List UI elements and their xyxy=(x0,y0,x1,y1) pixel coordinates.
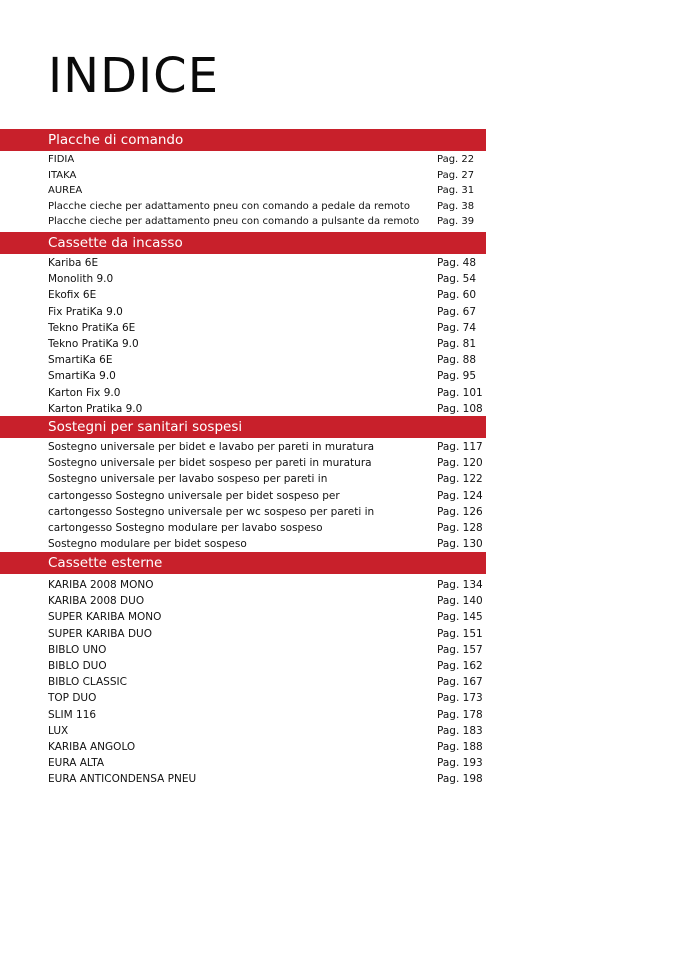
entry-name: EURA ALTA xyxy=(48,757,105,770)
entry-name: Sostegno universale per lavabo sospeso per pareti in xyxy=(48,473,328,486)
entry-page: Pag. 130 xyxy=(437,538,483,551)
entry-name: Karton Pratika 9.0 xyxy=(48,402,143,415)
index-entry xyxy=(0,455,486,471)
index-entry xyxy=(0,304,486,320)
entry-page: Pag. 140 xyxy=(437,595,483,608)
index-entry xyxy=(0,183,486,199)
entry-name: BIBLO DUO xyxy=(48,659,107,672)
entry-page: Pag. 101 xyxy=(437,386,483,399)
index-entry xyxy=(0,471,486,487)
entry-name: Sostegno universale per bidet sospeso per pareti in muratura xyxy=(48,457,372,470)
entry-page: Pag. 54 xyxy=(437,273,476,286)
entry-page: Pag. 188 xyxy=(437,740,483,753)
entry-name: cartongesso Sostegno modulare per lavabo sospeso xyxy=(48,521,323,534)
index-entry xyxy=(0,385,486,401)
entry-name: SUPER KARIBA MONO xyxy=(48,611,162,624)
entry-name: Placche cieche per adattamento pneu con comando a pulsante da remoto xyxy=(48,216,420,227)
entry-page: Pag. 95 xyxy=(437,370,476,383)
entry-name: TOP DUO xyxy=(48,692,97,705)
entry-page: Pag. 60 xyxy=(437,289,476,302)
entry-name: Fix PratiKa 9.0 xyxy=(48,305,123,318)
index-entry xyxy=(0,642,486,658)
entry-name: BIBLO CLASSIC xyxy=(48,676,127,689)
section-cassette-esterne xyxy=(0,552,486,787)
entry-name: cartongesso Sostegno universale per wc sospeso per pareti in xyxy=(48,505,375,518)
entry-name: EURA ANTICONDENSA PNEU xyxy=(48,773,197,786)
entry-page: Pag. 122 xyxy=(437,473,483,486)
entry-page: Pag. 48 xyxy=(437,257,476,269)
index-entry xyxy=(0,658,486,674)
section-items xyxy=(0,438,486,552)
entry-page: Pag. 126 xyxy=(437,505,483,518)
section-items xyxy=(0,254,486,417)
index-entry xyxy=(0,401,486,417)
section-header: Sostegni per sanitari sospesi xyxy=(0,416,486,438)
entry-page: Pag. 157 xyxy=(437,643,483,656)
entry-page: Pag. 178 xyxy=(437,708,483,721)
entry-name: KARIBA 2008 MONO xyxy=(48,579,154,591)
index-entry xyxy=(0,504,486,520)
index-entry xyxy=(0,739,486,755)
entry-page: Pag. 74 xyxy=(437,321,476,334)
entry-name: Ekofix 6E xyxy=(48,289,97,302)
index-entry xyxy=(0,439,486,455)
index-entry xyxy=(0,336,486,352)
index-entry xyxy=(0,723,486,739)
page-title: INDICE xyxy=(48,48,220,104)
entry-page: Pag. 120 xyxy=(437,457,483,470)
section-items xyxy=(0,151,486,230)
entry-page: Pag. 193 xyxy=(437,757,483,770)
index-entry xyxy=(0,352,486,368)
entry-page: Pag. 88 xyxy=(437,354,476,367)
index-entry xyxy=(0,593,486,609)
index-entry xyxy=(0,287,486,303)
entry-page: Pag. 117 xyxy=(437,441,483,453)
entry-page: Pag. 22 xyxy=(437,154,475,165)
entry-page: Pag. 81 xyxy=(437,337,476,350)
entry-name: SUPER KARIBA DUO xyxy=(48,627,152,640)
index-entry xyxy=(0,368,486,384)
entry-name: BIBLO UNO xyxy=(48,643,107,656)
entry-name: SLIM 116 xyxy=(48,708,97,721)
entry-page: Pag. 145 xyxy=(437,611,483,624)
index-entry xyxy=(0,320,486,336)
index-entry xyxy=(0,536,486,552)
entry-page: Pag. 198 xyxy=(437,773,483,786)
entry-page: Pag. 151 xyxy=(437,627,483,640)
entry-page: Pag. 39 xyxy=(437,216,475,227)
entry-name: Monolith 9.0 xyxy=(48,273,114,286)
entry-name: KARIBA 2008 DUO xyxy=(48,595,145,608)
entry-name: SmartiKa 9.0 xyxy=(48,370,116,383)
entry-page: Pag. 162 xyxy=(437,659,483,672)
index-entry xyxy=(0,152,486,168)
entry-name: Placche cieche per adattamento pneu con comando a pedale da remoto xyxy=(48,200,410,212)
entry-page: Pag. 108 xyxy=(437,402,483,415)
entry-page: Pag. 167 xyxy=(437,676,483,689)
index-entry xyxy=(0,199,486,215)
entry-page: Pag. 134 xyxy=(437,579,483,591)
section-items xyxy=(0,574,486,787)
index-entry xyxy=(0,771,486,787)
index-entry xyxy=(0,255,486,271)
entry-name: AUREA xyxy=(48,185,83,196)
index-entry xyxy=(0,520,486,536)
entry-name: SmartiKa 6E xyxy=(48,354,113,367)
entry-name: Sostegno modulare per bidet sospeso xyxy=(48,538,247,551)
index-entry xyxy=(0,609,486,625)
index-entry xyxy=(0,488,486,504)
entry-page: Pag. 183 xyxy=(437,724,483,737)
entry-name: Sostegno universale per bidet e lavabo per pareti in muratura xyxy=(48,441,375,453)
entry-page: Pag. 173 xyxy=(437,692,483,705)
entry-page: Pag. 27 xyxy=(437,169,475,181)
section-cassette-da-incasso xyxy=(0,232,486,417)
index-entry xyxy=(0,674,486,690)
entry-name: Kariba 6E xyxy=(48,257,99,269)
index-entry xyxy=(0,214,486,230)
entry-page: Pag. 124 xyxy=(437,489,483,502)
index-entry xyxy=(0,755,486,771)
entry-name: Tekno PratiKa 9.0 xyxy=(48,337,139,350)
index-entry xyxy=(0,168,486,184)
entry-name: KARIBA ANGOLO xyxy=(48,740,136,753)
entry-page: Pag. 67 xyxy=(437,305,476,318)
section-sostegni-per-sanitari-sospesi xyxy=(0,416,486,552)
entry-name: Tekno PratiKa 6E xyxy=(48,321,136,334)
entry-page: Pag. 38 xyxy=(437,200,475,212)
entry-name: cartongesso Sostegno universale per bidet sospeso per xyxy=(48,489,340,502)
index-entry xyxy=(0,707,486,723)
section-header: Cassette esterne xyxy=(0,552,486,574)
entry-name: Karton Fix 9.0 xyxy=(48,386,121,399)
index-entry xyxy=(0,271,486,287)
section-header: Cassette da incasso xyxy=(0,232,486,254)
entry-name: ITAKA xyxy=(48,169,77,181)
index-entry xyxy=(0,626,486,642)
index-entry xyxy=(0,577,486,593)
index-entry xyxy=(0,690,486,706)
section-placche-di-comando xyxy=(0,129,486,230)
entry-page: Pag. 128 xyxy=(437,521,483,534)
entry-page: Pag. 31 xyxy=(437,185,475,196)
entry-name: LUX xyxy=(48,724,69,737)
entry-name: FIDIA xyxy=(48,154,75,165)
section-header: Placche di comando xyxy=(0,129,486,151)
